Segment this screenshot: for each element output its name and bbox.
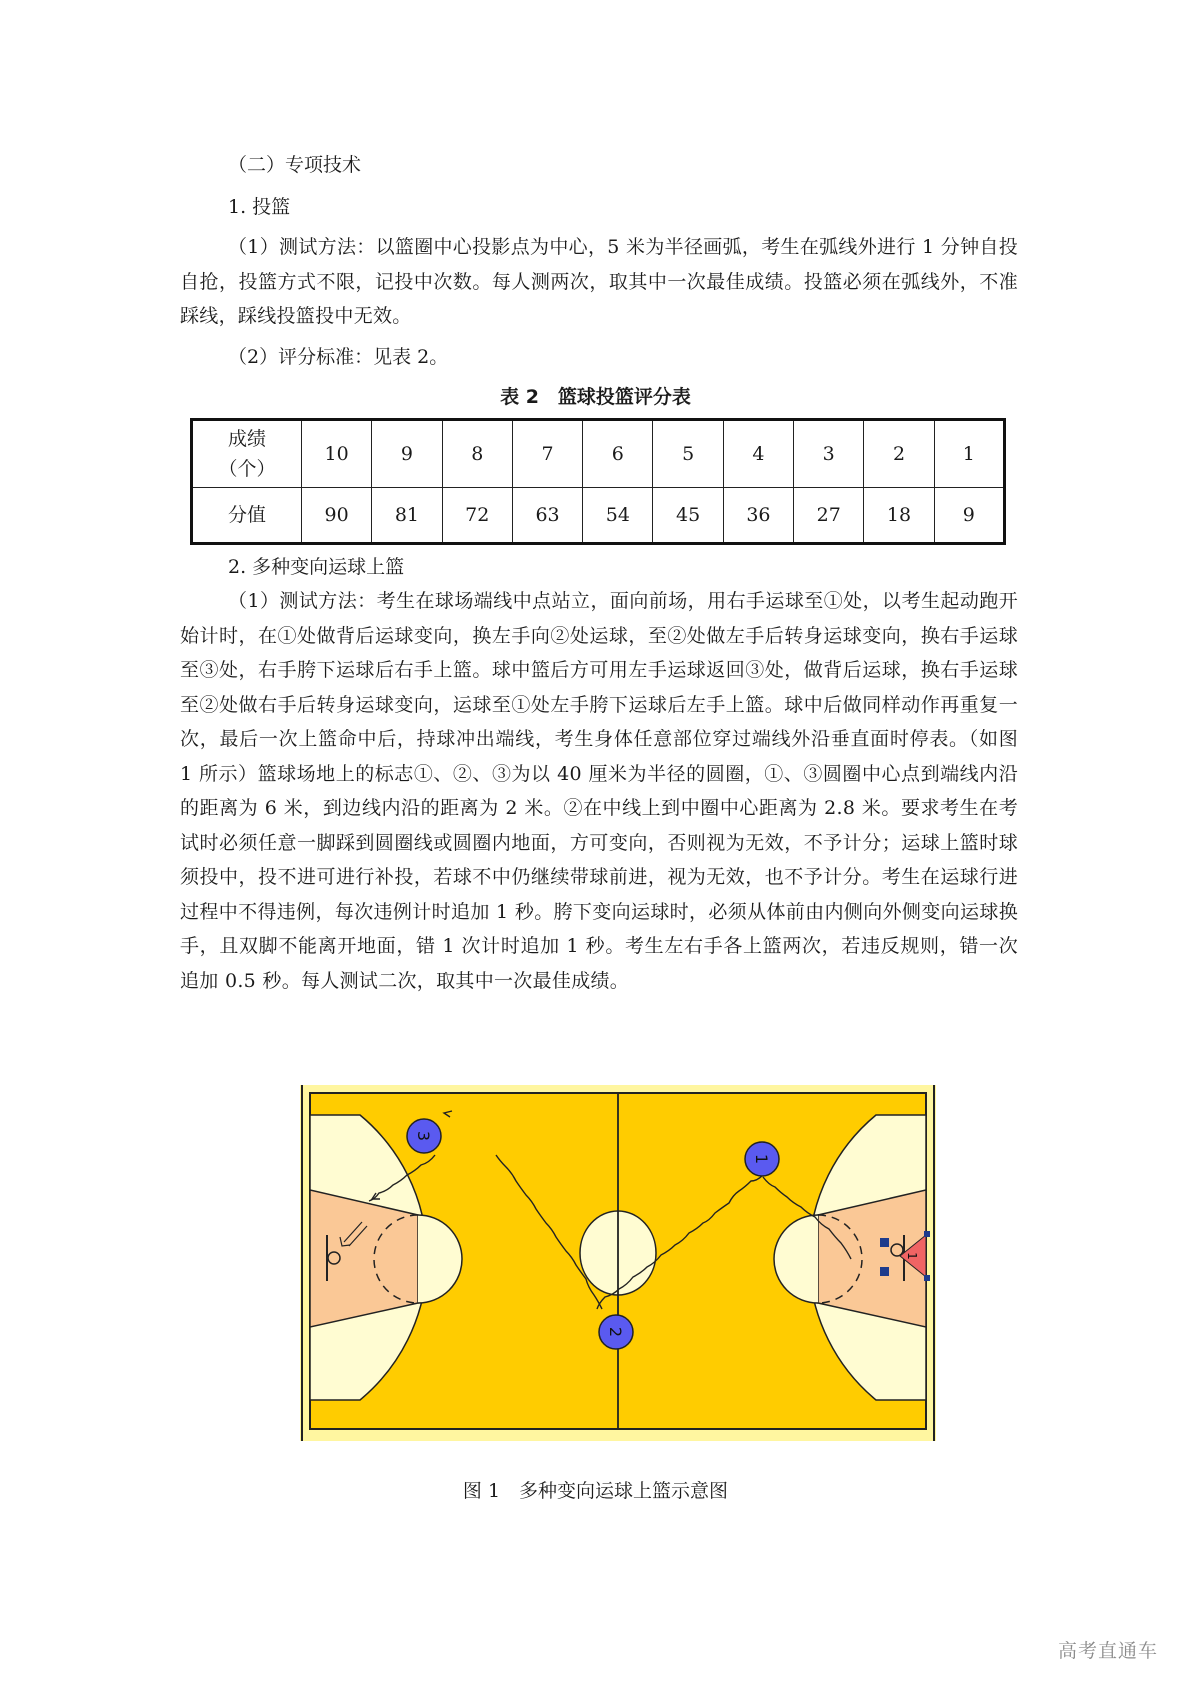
- section-heading: （二）专项技术: [228, 154, 362, 176]
- table-cell: 9: [372, 420, 442, 488]
- svg-text:1: 1: [752, 1153, 771, 1165]
- row-label-line1: 成绩: [227, 428, 266, 450]
- table-cell: 4: [723, 420, 793, 488]
- item1-method-paragraph: （1）测试方法：以篮圈中心投影点为中心，5 米为半径画弧，考生在弧线外进行 1 分钟自投自抢，投篮方式不限，记投中次数。每人测两次，取其中一次最佳成绩。投篮必须在弧线外，不准踩线，踩线投篮投中无效。: [180, 236, 1018, 327]
- table-row-scores: [192, 420, 1005, 488]
- table-cell: 1: [934, 420, 1004, 488]
- table-cell: 3: [794, 420, 864, 488]
- table-row-points: [192, 488, 1005, 544]
- table-cell: 63: [512, 488, 582, 544]
- row-label-points: 分值: [192, 488, 302, 544]
- court-diagram: [300, 1085, 936, 1441]
- row-label-scores: [192, 420, 302, 488]
- svg-text:3: 3: [414, 1130, 433, 1142]
- marker-3: [407, 1119, 441, 1153]
- marker-1: [745, 1142, 779, 1176]
- table-cell: 10: [302, 420, 372, 488]
- table-cell: 7: [512, 420, 582, 488]
- table-cell: 2: [864, 420, 934, 488]
- item1-title: 1. 投篮: [228, 196, 291, 218]
- svg-text:1: 1: [905, 1252, 919, 1260]
- table-cell: 27: [794, 488, 864, 544]
- table-cell: 72: [442, 488, 512, 544]
- table-cell: 5: [653, 420, 723, 488]
- figure-caption: 图 1 多种变向运球上篮示意图: [462, 1480, 729, 1502]
- table-cell: 90: [302, 488, 372, 544]
- table-cell: 9: [934, 488, 1004, 544]
- marker-2: [599, 1315, 633, 1349]
- table-cell: 45: [653, 488, 723, 544]
- watermark: 高考直通车: [1058, 1640, 1159, 1662]
- table-title: 表 2 篮球投篮评分表: [500, 386, 691, 408]
- row-label-line2: （个）: [218, 458, 276, 480]
- item2-title: 2. 多种变向运球上篮: [228, 556, 405, 578]
- table-cell: 36: [723, 488, 793, 544]
- table-cell: 54: [583, 488, 653, 544]
- score-table: [190, 418, 1006, 545]
- item2-method-paragraph: （1）测试方法：考生在球场端线中点站立，面向前场，用右手运球至①处，以考生起动跑开始计时，在①处做背后运球变向，换左手向②处运球，至②处做左手后转身运球变向，换右手运球至③处，右手胯下运球后右手上篮。球中篮后方可用左手运球返回③处，做背后运球，换右手运球至②处做右手后转身运球变向，运球至①处左手胯下运球后左手上篮。球中后做同样动作再重复一次，最后一次上篮命中后，持球冲出端线，考生身体任意部位穿过端线外沿垂直面时停表。（如图 1 所示）篮球场地上的标志①、②、③为以 40 厘米为半径的圆圈，①、③圆圈中心点到端线内沿的距离为 6 米，到边线内沿的距离为 2 米。②在中线上到中圈中心距离为 2.8 米。要求考生在考试时必须任意一脚踩到圆圈线或圆圈内地面，方可变向，否则视为无效，不予计分；运球上篮时球须投中，投不进可进行补投，若球不中仍继续带球前进，视为无效，也不予计分。考生在运球行进过程中不得违例，每次违例计时追加 1 秒。胯下变向运球时，必须从体前由内侧向外侧变向运球换手，且双脚不能离开地面，错 1 次计时追加 1 秒。考生左右手各上篮两次，若违反规则，错一次追加 0.5 秒。每人测试二次，取其中一次最佳成绩。: [180, 590, 1018, 992]
- item1-scoring-line: （2）评分标准：见表 2。: [228, 346, 449, 368]
- table-cell: 8: [442, 420, 512, 488]
- table-cell: 81: [372, 488, 442, 544]
- svg-text:2: 2: [606, 1326, 625, 1338]
- table-cell: 18: [864, 488, 934, 544]
- table-cell: 6: [583, 420, 653, 488]
